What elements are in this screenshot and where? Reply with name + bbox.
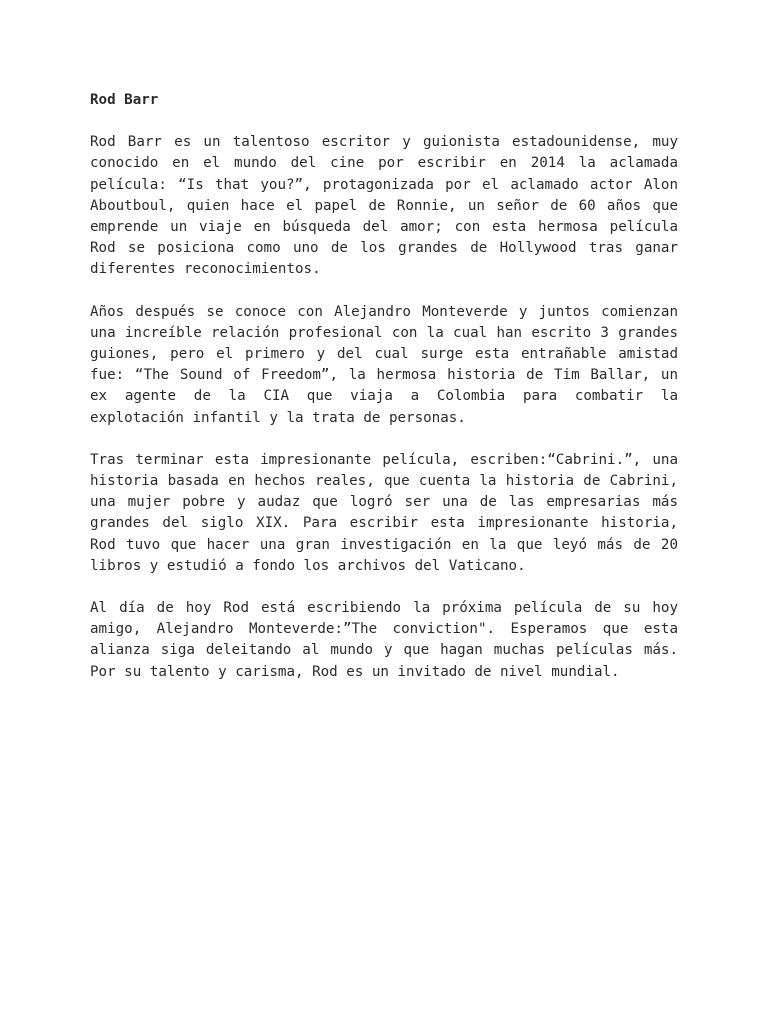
- document-body: [90, 90, 678, 704]
- paragraph-2: Años después se conoce con Alejandro Monteverde y juntos comienzan una increíble relación profesional con la cual han escrito 3 grandes guiones, pero el primero y del cual surge esta entrañable amistad fue: “The Sound of Freedom”, la hermosa historia de Tim Ballar, un ex agente de la CIA que viaja a Colombia para combatir la explotación infantil y la trata de personas.: [90, 303, 678, 426]
- paragraph-4: Al día de hoy Rod está escribiendo la próxima película de su hoy amigo, Alejandro Monteverde:”The conviction". Esperamos que esta alianza siga deleitando al mundo y que hagan muchas películas más. Por su talento y carisma, Rod es un invitado de nivel mundial.: [90, 600, 678, 680]
- paragraph-1: Rod Barr es un talentoso escritor y guionista estadounidense, muy conocido en el mundo del cine por escribir en 2014 la aclamada película: “Is that you?”, protagonizada por el aclamado actor Alon Aboutboul, quien hace el papel de Ronnie, un señor de 60 años que emprende un viaje en búsqueda del amor; con esta hermosa película Rod se posiciona como uno de los grandes de Hollywood tras ganar diferentes reconocimientos.: [90, 134, 678, 278]
- document-title: Rod Barr: [90, 92, 159, 108]
- paragraph-3: Tras terminar esta impresionante película, escriben:“Cabrini.”, una historia basada en hechos reales, que cuenta la historia de Cabrini, una mujer pobre y audaz que logró ser una de las empresarias más grandes del siglo XIX. Para escribir esta impresionante historia, Rod tuvo que hacer una gran investigación en la que leyó más de 20 libros y estudió a fondo los archivos del Vaticano.: [90, 451, 678, 574]
